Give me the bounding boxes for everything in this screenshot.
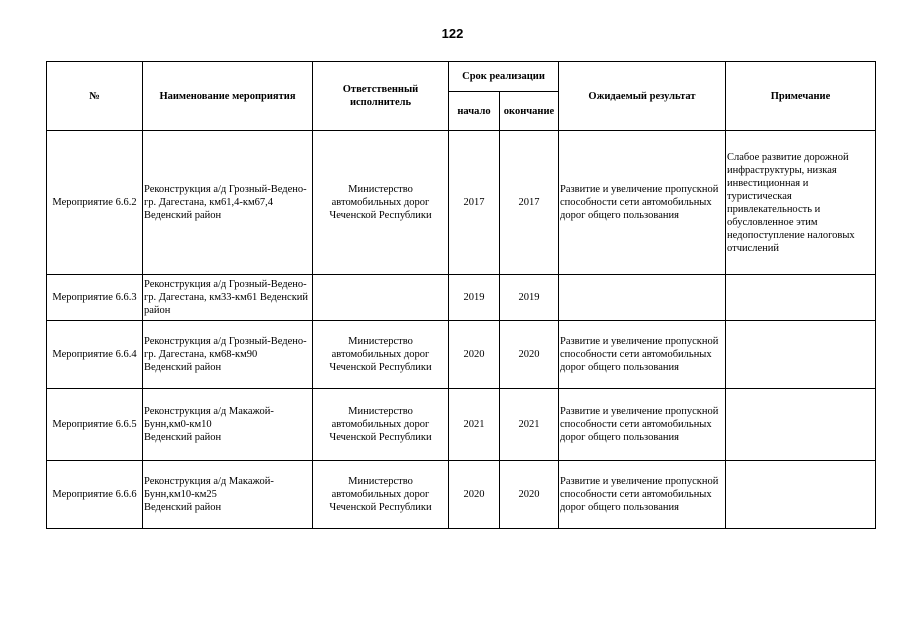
- row-start-year: 2020: [449, 461, 500, 529]
- table-row: [47, 389, 876, 461]
- row-note: [726, 321, 876, 389]
- row-start-year: 2020: [449, 321, 500, 389]
- row-start-year: 2017: [449, 131, 500, 275]
- row-executor: Министерство автомобильных дорог Чеченской Республики: [313, 461, 449, 529]
- row-executor: [313, 275, 449, 321]
- row-note: [726, 275, 876, 321]
- header-term: Срок реализации: [449, 62, 559, 92]
- row-end-year: 2021: [500, 389, 559, 461]
- row-num: Мероприятие 6.6.5: [47, 389, 143, 461]
- row-name: Реконструкция а/д Грозный-Ведено-гр. Дагестана, км61,4-км67,4 Веденский район: [143, 131, 313, 275]
- header-start: начало: [449, 92, 500, 131]
- row-num: Мероприятие 6.6.2: [47, 131, 143, 275]
- row-executor: Министерство автомобильных дорог Чеченской Республики: [313, 389, 449, 461]
- row-executor: Министерство автомобильных дорог Чеченской Республики: [313, 321, 449, 389]
- row-start-year: 2019: [449, 275, 500, 321]
- header-note: Примечание: [726, 62, 876, 131]
- header-result: Ожидаемый результат: [559, 62, 726, 131]
- row-note: [726, 461, 876, 529]
- header-end: окончание: [500, 92, 559, 131]
- row-name: Реконструкция а/д Грозный-Ведено-гр. Дагестана, км68-км90 Веденский район: [143, 321, 313, 389]
- row-num: Мероприятие 6.6.6: [47, 461, 143, 529]
- row-result: Развитие и увеличение пропускной способности сети автомобильных дорог общего пользования: [559, 461, 726, 529]
- header-executor: Ответственный исполнитель: [313, 62, 449, 131]
- row-name: Реконструкция а/д Макажой-Бунн,км10-км25 Веденский район: [143, 461, 313, 529]
- row-end-year: 2017: [500, 131, 559, 275]
- row-result: Развитие и увеличение пропускной способности сети автомобильных дорог общего пользования: [559, 131, 726, 275]
- row-num: Мероприятие 6.6.4: [47, 321, 143, 389]
- table-row: [47, 461, 876, 529]
- row-result: Развитие и увеличение пропускной способности сети автомобильных дорог общего пользования: [559, 389, 726, 461]
- row-note: Слабое развитие дорожной инфраструктуры, низкая инвестиционная и туристическая привлекательность и обусловленное этим недопоступление налоговых отчислений: [726, 131, 876, 275]
- measures-table: [46, 61, 876, 529]
- table-row: [47, 275, 876, 321]
- row-end-year: 2019: [500, 275, 559, 321]
- row-note: [726, 389, 876, 461]
- header-num: №: [47, 62, 143, 131]
- row-executor: Министерство автомобильных дорог Чеченской Республики: [313, 131, 449, 275]
- table-body: [47, 131, 876, 529]
- table-row: [47, 321, 876, 389]
- row-name: Реконструкция а/д Макажой-Бунн,км0-км10 Веденский район: [143, 389, 313, 461]
- row-num: Мероприятие 6.6.3: [47, 275, 143, 321]
- row-start-year: 2021: [449, 389, 500, 461]
- row-name: Реконструкция а/д Грозный-Ведено-гр. Дагестана, км33-км61 Веденский район: [143, 275, 313, 321]
- row-result: Развитие и увеличение пропускной способности сети автомобильных дорог общего пользования: [559, 321, 726, 389]
- header-name: Наименование мероприятия: [143, 62, 313, 131]
- row-end-year: 2020: [500, 321, 559, 389]
- page-number: 122: [441, 26, 464, 41]
- row-end-year: 2020: [500, 461, 559, 529]
- row-result: [559, 275, 726, 321]
- table-row: [47, 131, 876, 275]
